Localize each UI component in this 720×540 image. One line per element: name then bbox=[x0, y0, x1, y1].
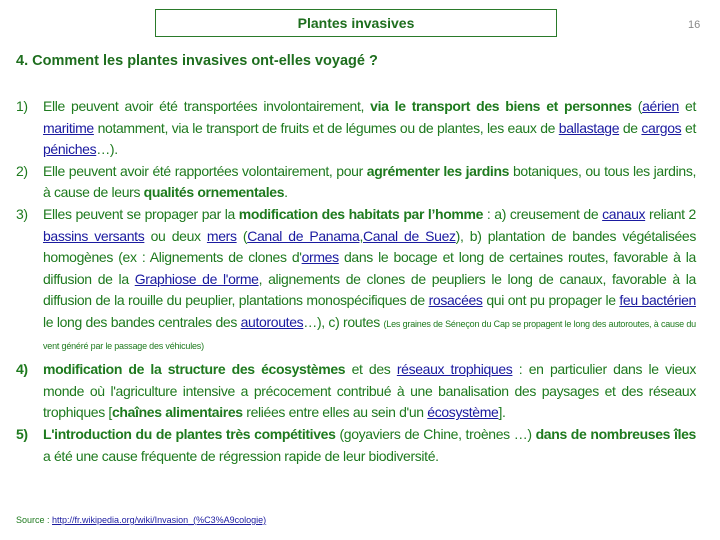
text-segment: a été une cause fréquente de régression rapide de leur biodiversité. bbox=[43, 447, 439, 464]
text-segment: . bbox=[284, 184, 288, 201]
bold-text: modification de la structure des écosystèmes bbox=[43, 361, 346, 378]
item-number: 5) bbox=[16, 425, 28, 442]
text-segment: ( bbox=[236, 227, 248, 244]
source-label: Source : bbox=[16, 515, 53, 525]
bold-text: modification des habitats par l’homme bbox=[238, 205, 484, 222]
text-segment: reliant 2 bbox=[645, 205, 696, 222]
bold-text: via le transport des biens et personnes bbox=[370, 98, 632, 114]
page-number: 16 bbox=[688, 19, 701, 31]
bold-text: agrémenter les jardins bbox=[366, 162, 510, 179]
source-link[interactable]: http://fr.wikipedia.org/wiki/Invasion_(%C3%A9cologie) bbox=[52, 515, 267, 525]
item-number: 3) bbox=[16, 205, 28, 222]
wiki-link[interactable]: canaux bbox=[602, 205, 646, 222]
text-segment: , bbox=[359, 227, 363, 244]
source-line bbox=[16, 515, 266, 525]
section-heading: 4. Comment les plantes invasives ont-elles voyagé ? bbox=[16, 53, 378, 69]
list-item bbox=[16, 96, 696, 161]
text-segment: : a) creusement de bbox=[483, 205, 603, 222]
wiki-link[interactable]: aérien bbox=[642, 98, 679, 114]
wiki-link[interactable]: bassins versants bbox=[43, 227, 145, 244]
item-number: 2) bbox=[16, 162, 28, 179]
wiki-link[interactable]: péniches bbox=[43, 141, 97, 158]
text-segment: ]. bbox=[498, 404, 506, 421]
list-item bbox=[16, 359, 696, 424]
wiki-link[interactable]: ormes bbox=[301, 249, 339, 266]
wiki-link[interactable]: ballastage bbox=[558, 119, 620, 136]
bold-text: L'introduction du de plantes très compétitives bbox=[43, 425, 336, 442]
wiki-link[interactable]: Graphiose de l'orme bbox=[134, 270, 259, 287]
list-item bbox=[16, 204, 696, 355]
slide-title-box bbox=[155, 9, 557, 37]
item-number: 1) bbox=[16, 98, 28, 114]
text-segment: et des bbox=[345, 361, 397, 378]
text-segment: ou deux bbox=[144, 227, 207, 244]
bold-text: qualités ornementales bbox=[143, 184, 285, 201]
text-segment: Elle peuvent avoir été transportées involontairement, bbox=[43, 98, 371, 114]
slide-title: Plantes invasives bbox=[297, 15, 415, 31]
text-segment: dans le bocage et long de certaines routes, favorable à la diffusion de la bbox=[43, 249, 696, 287]
wiki-link[interactable]: mers bbox=[206, 227, 237, 244]
text-segment: reliées entre elles au sein d'un bbox=[242, 404, 428, 421]
text-segment: , alignements de clones de peupliers le long de canaux, favorable à la diffusion de la rouille du peuplier, plantations monospécifiques de bbox=[43, 270, 696, 309]
wiki-link[interactable]: réseaux trophiques bbox=[396, 361, 513, 378]
text-segment: (goyaviers de Chine, troènes …) bbox=[335, 425, 536, 442]
bold-text: dans de nombreuses îles bbox=[535, 425, 696, 442]
text-segment: le long des bandes centrales des bbox=[43, 313, 241, 330]
text-segment: et bbox=[678, 98, 697, 114]
text-segment: notamment, via le transport de fruits et de légumes ou de plantes, les eaux de bbox=[93, 119, 559, 136]
text-segment: qui ont pu propager le bbox=[482, 292, 620, 309]
reasons-list bbox=[16, 96, 696, 467]
text-segment: …). bbox=[96, 141, 118, 158]
text-segment: …), c) routes bbox=[303, 313, 384, 330]
text-segment: et bbox=[681, 119, 697, 136]
text-segment: de bbox=[619, 119, 642, 136]
text-segment: Elle peuvent avoir été rapportées volontairement, pour bbox=[43, 162, 367, 179]
text-segment: : en particulier dans le vieux monde où l'agriculture intensive a précocement contribué à une banalisation des paysages et des réseaux trophiques [ bbox=[43, 361, 697, 421]
list-item bbox=[16, 424, 696, 467]
wiki-link[interactable]: écosystème bbox=[427, 404, 499, 421]
text-segment: (Les graines de Séneçon du Cap se propagent le long des autoroutes, à cause du vent généré par le passage des véhicules) bbox=[43, 318, 696, 351]
bold-text: chaînes alimentaires bbox=[111, 404, 243, 421]
wiki-link[interactable]: rosacées bbox=[428, 292, 483, 309]
wiki-link[interactable]: Canal de Panama bbox=[247, 227, 360, 244]
text-segment: Elles peuvent se propager par la bbox=[43, 205, 239, 222]
text-segment: ( bbox=[631, 98, 643, 114]
wiki-link[interactable]: autoroutes bbox=[240, 313, 304, 330]
wiki-link[interactable]: maritime bbox=[43, 119, 94, 136]
text-segment: botaniques, ou tous les jardins, à cause de leurs bbox=[43, 162, 697, 201]
item-number: 4) bbox=[16, 361, 28, 378]
text-segment: ), b) plantation de bandes végétalisées homogènes (ex : Alignements de clones d' bbox=[43, 227, 697, 266]
wiki-link[interactable]: cargos bbox=[641, 119, 682, 136]
wiki-link[interactable]: Canal de Suez bbox=[362, 227, 456, 244]
list-item bbox=[16, 161, 696, 204]
wiki-link[interactable]: feu bactérien bbox=[619, 292, 696, 309]
